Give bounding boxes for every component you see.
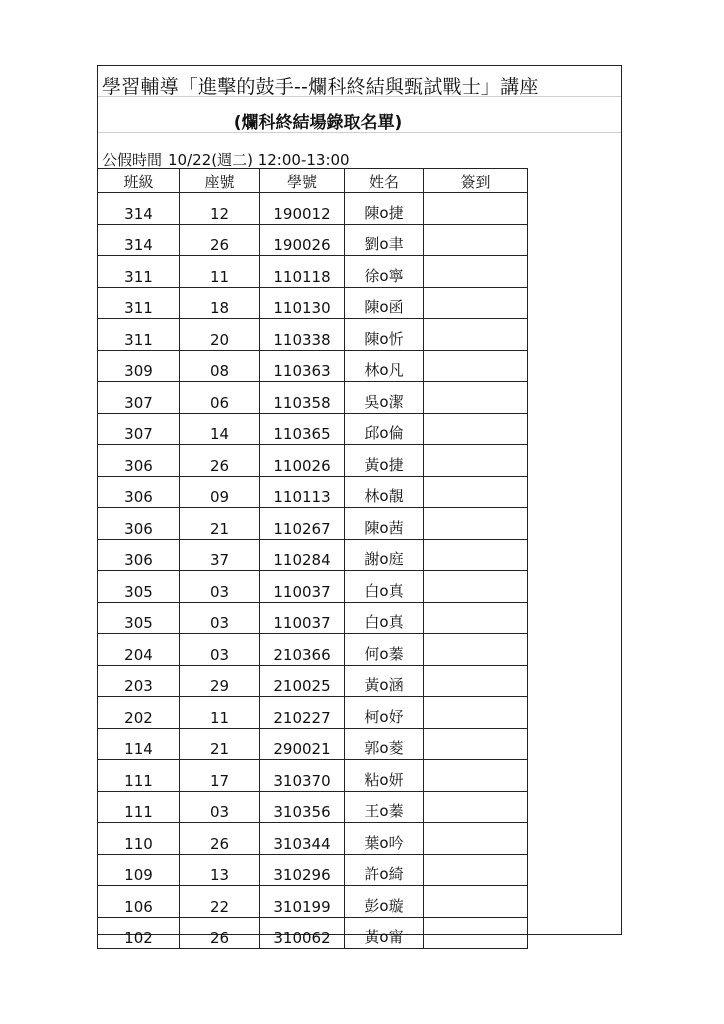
table-row xyxy=(98,697,528,729)
cell-class: 102 xyxy=(98,917,180,949)
cell-name: 粘o妍 xyxy=(345,760,424,792)
cell-signature[interactable] xyxy=(424,508,528,540)
table-row xyxy=(98,539,528,571)
cell-student-id: 310199 xyxy=(260,886,345,918)
cell-seat: 20 xyxy=(180,319,260,351)
cell-signature[interactable] xyxy=(424,602,528,634)
cell-student-id: 110118 xyxy=(260,256,345,288)
cell-signature[interactable] xyxy=(424,413,528,445)
cell-seat: 17 xyxy=(180,760,260,792)
cell-class: 311 xyxy=(98,319,180,351)
table-row xyxy=(98,382,528,414)
table-row xyxy=(98,728,528,760)
cell-seat: 22 xyxy=(180,886,260,918)
column-header-seat: 座號 xyxy=(180,169,260,193)
cell-seat: 26 xyxy=(180,445,260,477)
cell-name: 何o蓁 xyxy=(345,634,424,666)
cell-seat: 11 xyxy=(180,697,260,729)
cell-signature[interactable] xyxy=(424,193,528,225)
column-header-name: 姓名 xyxy=(345,169,424,193)
cell-student-id: 110130 xyxy=(260,287,345,319)
cell-class: 202 xyxy=(98,697,180,729)
table-row xyxy=(98,602,528,634)
table-row xyxy=(98,476,528,508)
table-row xyxy=(98,823,528,855)
cell-class: 307 xyxy=(98,382,180,414)
roster-sheet xyxy=(97,65,622,947)
cell-class: 314 xyxy=(98,193,180,225)
cell-student-id: 210227 xyxy=(260,697,345,729)
cell-class: 307 xyxy=(98,413,180,445)
cell-signature[interactable] xyxy=(424,539,528,571)
column-header-signature: 簽到 xyxy=(424,169,528,193)
cell-name: 郭o菱 xyxy=(345,728,424,760)
cell-name: 謝o庭 xyxy=(345,539,424,571)
cell-signature[interactable] xyxy=(424,476,528,508)
table-row xyxy=(98,256,528,288)
cell-signature[interactable] xyxy=(424,760,528,792)
cell-student-id: 110037 xyxy=(260,571,345,603)
cell-signature[interactable] xyxy=(424,886,528,918)
cell-seat: 06 xyxy=(180,382,260,414)
cell-signature[interactable] xyxy=(424,917,528,949)
cell-class: 109 xyxy=(98,854,180,886)
cell-signature[interactable] xyxy=(424,224,528,256)
cell-student-id: 190026 xyxy=(260,224,345,256)
cell-class: 311 xyxy=(98,256,180,288)
cell-signature[interactable] xyxy=(424,319,528,351)
cell-student-id: 310370 xyxy=(260,760,345,792)
cell-seat: 11 xyxy=(180,256,260,288)
cell-name: 邱o倫 xyxy=(345,413,424,445)
cell-name: 葉o吟 xyxy=(345,823,424,855)
roster-table xyxy=(97,168,528,949)
page-subtitle: (爛科終結場錄取名單) xyxy=(233,113,403,133)
table-row xyxy=(98,193,528,225)
table-row xyxy=(98,350,528,382)
table-row xyxy=(98,665,528,697)
cell-name: 柯o妤 xyxy=(345,697,424,729)
cell-seat: 13 xyxy=(180,854,260,886)
cell-seat: 26 xyxy=(180,224,260,256)
cell-student-id: 110113 xyxy=(260,476,345,508)
cell-name: 黃o捷 xyxy=(345,445,424,477)
cell-student-id: 310356 xyxy=(260,791,345,823)
cell-class: 203 xyxy=(98,665,180,697)
cell-student-id: 310062 xyxy=(260,917,345,949)
cell-signature[interactable] xyxy=(424,382,528,414)
cell-student-id: 310344 xyxy=(260,823,345,855)
table-row xyxy=(98,634,528,666)
table-header-row xyxy=(98,169,528,193)
cell-signature[interactable] xyxy=(424,634,528,666)
cell-class: 306 xyxy=(98,445,180,477)
cell-seat: 14 xyxy=(180,413,260,445)
cell-class: 311 xyxy=(98,287,180,319)
cell-seat: 26 xyxy=(180,823,260,855)
cell-signature[interactable] xyxy=(424,571,528,603)
cell-signature[interactable] xyxy=(424,665,528,697)
cell-seat: 03 xyxy=(180,571,260,603)
cell-student-id: 110026 xyxy=(260,445,345,477)
cell-name: 許o綺 xyxy=(345,854,424,886)
cell-class: 204 xyxy=(98,634,180,666)
cell-name: 劉o聿 xyxy=(345,224,424,256)
table-body xyxy=(98,193,528,949)
table-row xyxy=(98,319,528,351)
table-row xyxy=(98,445,528,477)
cell-student-id: 210025 xyxy=(260,665,345,697)
cell-signature[interactable] xyxy=(424,823,528,855)
cell-seat: 03 xyxy=(180,634,260,666)
cell-signature[interactable] xyxy=(424,791,528,823)
cell-name: 徐o寧 xyxy=(345,256,424,288)
cell-seat: 18 xyxy=(180,287,260,319)
cell-signature[interactable] xyxy=(424,256,528,288)
cell-seat: 12 xyxy=(180,193,260,225)
cell-student-id: 110284 xyxy=(260,539,345,571)
cell-seat: 26 xyxy=(180,917,260,949)
table-row xyxy=(98,224,528,256)
cell-class: 111 xyxy=(98,760,180,792)
cell-seat: 09 xyxy=(180,476,260,508)
cell-name: 陳o捷 xyxy=(345,193,424,225)
table-row xyxy=(98,571,528,603)
cell-student-id: 290021 xyxy=(260,728,345,760)
cell-student-id: 110365 xyxy=(260,413,345,445)
cell-student-id: 110358 xyxy=(260,382,345,414)
cell-signature[interactable] xyxy=(424,350,528,382)
cell-seat: 21 xyxy=(180,508,260,540)
column-header-student-id: 學號 xyxy=(260,169,345,193)
cell-seat: 08 xyxy=(180,350,260,382)
cell-student-id: 210366 xyxy=(260,634,345,666)
cell-seat: 03 xyxy=(180,791,260,823)
table-row xyxy=(98,886,528,918)
cell-name: 吳o潔 xyxy=(345,382,424,414)
cell-class: 314 xyxy=(98,224,180,256)
cell-name: 林o靚 xyxy=(345,476,424,508)
cell-signature[interactable] xyxy=(424,445,528,477)
table-row xyxy=(98,791,528,823)
cell-name: 王o蓁 xyxy=(345,791,424,823)
cell-name: 陳o函 xyxy=(345,287,424,319)
table-row xyxy=(98,854,528,886)
cell-name: 彭o璇 xyxy=(345,886,424,918)
cell-name: 陳o忻 xyxy=(345,319,424,351)
cell-class: 305 xyxy=(98,571,180,603)
cell-student-id: 310296 xyxy=(260,854,345,886)
cell-signature[interactable] xyxy=(424,287,528,319)
cell-class: 309 xyxy=(98,350,180,382)
column-header-class: 班級 xyxy=(98,169,180,193)
leave-time-value: 10/22(週二) 12:00-13:00 xyxy=(168,151,350,169)
cell-signature[interactable] xyxy=(424,697,528,729)
cell-class: 306 xyxy=(98,539,180,571)
cell-class: 111 xyxy=(98,791,180,823)
page-title: 學習輔導「進擊的鼓手--爛科終結與甄試戰士」講座 xyxy=(102,76,539,98)
table-row xyxy=(98,413,528,445)
cell-class: 110 xyxy=(98,823,180,855)
cell-class: 106 xyxy=(98,886,180,918)
table-row xyxy=(98,760,528,792)
cell-name: 黃o涵 xyxy=(345,665,424,697)
cell-signature[interactable] xyxy=(424,728,528,760)
cell-student-id: 110267 xyxy=(260,508,345,540)
cell-seat: 21 xyxy=(180,728,260,760)
cell-seat: 29 xyxy=(180,665,260,697)
leave-time-label: 公假時間 xyxy=(102,151,163,169)
cell-name: 陳o茜 xyxy=(345,508,424,540)
cell-name: 白o真 xyxy=(345,602,424,634)
cell-seat: 03 xyxy=(180,602,260,634)
cell-student-id: 190012 xyxy=(260,193,345,225)
cell-class: 114 xyxy=(98,728,180,760)
cell-name: 林o凡 xyxy=(345,350,424,382)
table-row xyxy=(98,287,528,319)
cell-class: 306 xyxy=(98,476,180,508)
cell-name: 黃o甯 xyxy=(345,917,424,949)
cell-class: 306 xyxy=(98,508,180,540)
cell-class: 305 xyxy=(98,602,180,634)
cell-student-id: 110363 xyxy=(260,350,345,382)
cell-seat: 37 xyxy=(180,539,260,571)
cell-student-id: 110338 xyxy=(260,319,345,351)
leave-time xyxy=(102,149,350,170)
cell-name: 白o真 xyxy=(345,571,424,603)
cell-student-id: 110037 xyxy=(260,602,345,634)
table-row xyxy=(98,508,528,540)
cell-signature[interactable] xyxy=(424,854,528,886)
table-row xyxy=(98,917,528,949)
